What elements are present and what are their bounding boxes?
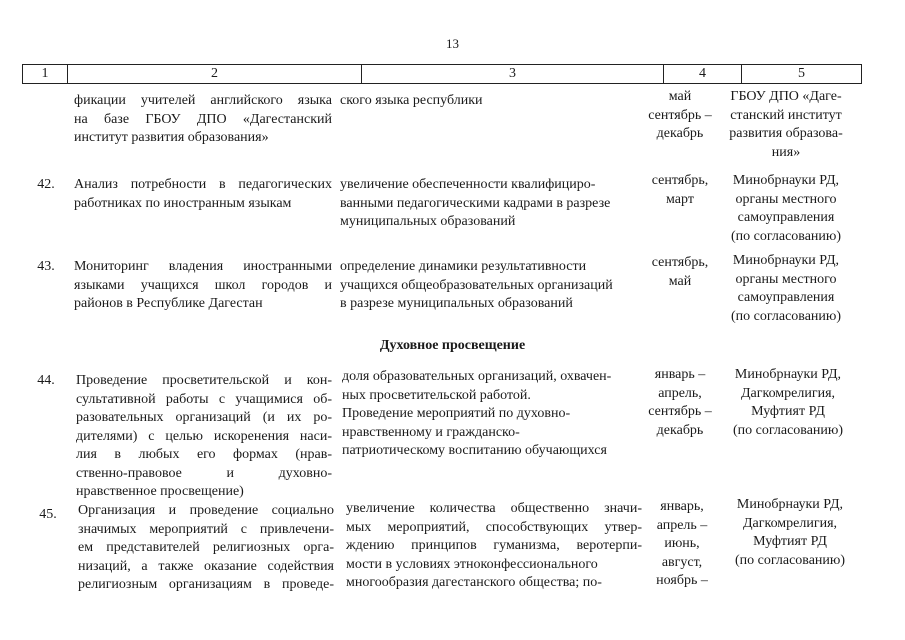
- text-line: ждению принципов гуманизма, веротерпи-: [346, 538, 642, 553]
- text-line: станский институт: [730, 107, 842, 123]
- text-line: дителями) с целью искоренения наси-: [76, 428, 332, 444]
- row-45-col3: [346, 500, 642, 593]
- text-line: март: [666, 191, 694, 207]
- text-line: низаций, а также оказание содействия: [78, 558, 334, 574]
- text-line: (по согласованию): [730, 228, 842, 244]
- text-line: Организация и проведение социально: [78, 503, 334, 518]
- row-number: 42.: [37, 177, 55, 192]
- text-line: нравственному и гражданско-: [342, 424, 520, 440]
- text-line: патриотическому воспитанию обучающихся: [342, 443, 607, 458]
- text-line: самоуправления: [737, 210, 835, 225]
- text-line: на базе ГБОУ ДПО «Дагестанский: [74, 111, 332, 127]
- text-line: Проведение просветительской и кон-: [76, 373, 332, 388]
- text-line: учащихся общеобразовательных организаций: [340, 277, 613, 293]
- continuation-col4: [642, 88, 718, 144]
- text-line: Анализ потребности в педагогических: [74, 177, 332, 192]
- text-line: разовательных организаций (и их ро-: [76, 410, 332, 425]
- row-number: 43.: [37, 259, 55, 274]
- row-44-col5: [724, 366, 852, 440]
- text-line: сентябрь –: [648, 404, 712, 419]
- row-42-col4: [642, 172, 718, 209]
- text-line: январь –: [654, 367, 706, 382]
- row-44-col4: [642, 366, 718, 440]
- continuation-col2: [74, 92, 332, 148]
- text-line: развития образова-: [729, 126, 843, 141]
- header-col-1: 1: [41, 66, 49, 81]
- text-line: значимых мероприятий с привлечени-: [78, 521, 334, 537]
- text-line: нравственное просвещение): [76, 484, 244, 499]
- text-line: сультативной работы с учащимися об-: [76, 391, 332, 407]
- text-line: районов в Республике Дагестан: [74, 296, 263, 311]
- row-45-col4: [644, 498, 720, 591]
- continuation-col3: [340, 92, 640, 111]
- text-line: Проведение мероприятий по духовно-: [342, 406, 571, 421]
- text-line: ных просветительской работой.: [342, 387, 531, 403]
- text-line: апрель,: [658, 385, 702, 401]
- text-line: январь,: [660, 499, 704, 514]
- row-number: 45.: [39, 507, 57, 522]
- text-line: сентябрь –: [648, 107, 712, 123]
- text-line: Минобрнауки РД,: [732, 253, 840, 268]
- row-43-col3: [340, 258, 640, 314]
- text-line: (по согласованию): [732, 422, 844, 438]
- text-line: (по согласованию): [730, 308, 842, 324]
- text-line: Минобрнауки РД,: [736, 497, 844, 512]
- row-43-col4: [642, 254, 718, 291]
- header-col-3: 3: [361, 65, 663, 83]
- header-col-4: 4: [663, 65, 741, 83]
- text-line: ственно-правовое и духовно-: [76, 465, 332, 481]
- text-line: Мониторинг владения иностранными: [74, 259, 332, 274]
- text-line: самоуправления: [737, 290, 835, 305]
- text-line: июнь,: [664, 536, 700, 551]
- header-col-5: 5: [741, 65, 861, 83]
- text-line: август,: [661, 554, 703, 570]
- text-line: увеличение обеспеченности квалифициро-: [340, 177, 596, 192]
- row-43-col5: [722, 252, 850, 326]
- text-line: увеличение количества общественно значи-: [346, 501, 642, 516]
- text-line: доля образовательных организаций, охвачен-: [342, 369, 612, 384]
- continuation-col5: [722, 88, 850, 162]
- text-line: ноябрь –: [656, 573, 708, 588]
- text-line: ем представителей религиозных орга-: [78, 540, 334, 555]
- text-line: ского языка республики: [340, 93, 483, 108]
- text-line: май: [668, 89, 692, 104]
- text-line: ГБОУ ДПО «Даге-: [730, 89, 842, 104]
- text-line: Муфтият РД: [753, 534, 827, 549]
- text-line: органы местного: [735, 191, 837, 207]
- text-line: языками учащихся школ городов и: [74, 277, 332, 293]
- text-line: муниципальных образований: [340, 214, 516, 229]
- text-line: работниках по иностранным языкам: [74, 195, 292, 211]
- row-45-col2: [78, 502, 334, 595]
- row-44-col3: [342, 368, 640, 461]
- row-43-col2: [74, 258, 332, 314]
- row-42-col3: [340, 176, 640, 232]
- text-line: сентябрь,: [651, 173, 709, 188]
- row-45-col5: [726, 496, 854, 570]
- text-line: ния»: [771, 144, 801, 160]
- text-line: Минобрнауки РД,: [732, 173, 840, 188]
- text-line: многообразия дагестанского общества; по-: [346, 575, 602, 590]
- text-line: в разрезе муниципальных образований: [340, 296, 573, 311]
- header-col-2: 2: [67, 65, 361, 83]
- row-44-col2: [76, 372, 332, 502]
- text-line: Муфтият РД: [751, 404, 825, 419]
- text-line: (по согласованию): [734, 552, 846, 568]
- text-line: институт развития образования»: [74, 130, 269, 145]
- text-line: мости в условиях этноконфессионального: [346, 556, 598, 572]
- table-header-row: [22, 64, 862, 84]
- text-line: религиозным организациям в проведе-: [78, 577, 334, 592]
- text-line: апрель –: [656, 517, 708, 533]
- page-number: 13: [446, 36, 459, 51]
- row-42-col5: [722, 172, 850, 246]
- text-line: лия в любых его формах (нрав-: [76, 447, 332, 462]
- text-line: Дагкомрелигия,: [740, 385, 836, 401]
- text-line: сентябрь,: [651, 255, 709, 270]
- row-42-col2: [74, 176, 332, 213]
- text-line: фикации учителей английского языка: [74, 93, 332, 108]
- section-title: Духовное просвещение: [379, 338, 526, 353]
- text-line: май: [668, 273, 692, 289]
- text-line: декабрь: [656, 422, 704, 438]
- text-line: декабрь: [656, 126, 704, 141]
- text-line: определение динамики результативности: [340, 259, 587, 274]
- text-line: мых мероприятий, способствующих утвер-: [346, 519, 642, 535]
- row-number: 44.: [37, 373, 55, 388]
- text-line: Дагкомрелигия,: [742, 515, 838, 531]
- text-line: органы местного: [735, 271, 837, 287]
- text-line: ванными педагогическими кадрами в разрезе: [340, 195, 611, 211]
- text-line: Минобрнауки РД,: [734, 367, 842, 382]
